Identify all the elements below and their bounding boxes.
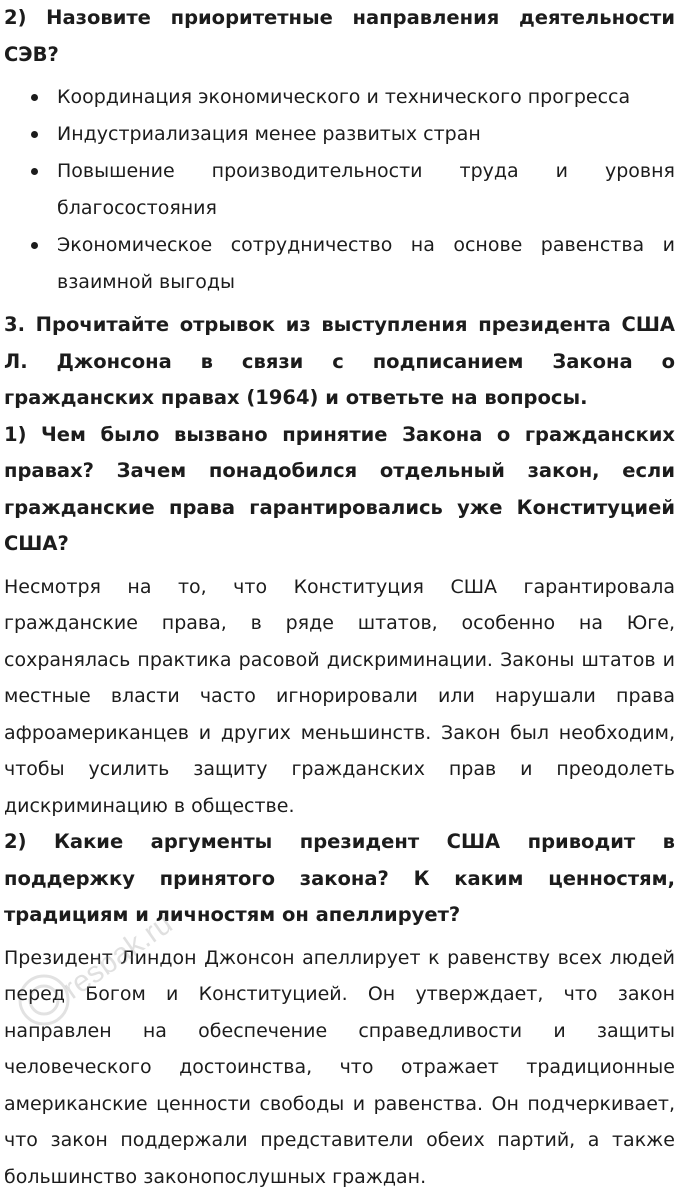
question-1: 1) Чем было вызвано принятие Закона о гражданских правах? Зачем понадобился отдельный закон, если гражданские права гарантировались уже Конституцией США? [4,417,675,563]
question-2: 2) Какие аргументы президент США приводит в поддержку принятого закона? К каким ценностям, традициям и личностям он апеллирует? [4,824,675,934]
bullet-icon [31,168,38,175]
bullet-icon [31,131,38,138]
task-3-heading: 3. Прочитайте отрывок из выступления президента США Л. Джонсона в связи с подписанием Закона о гражданских правах (1964) и ответьте на вопросы. [4,307,675,417]
bullet-icon [31,94,38,101]
list-item: Повышение производительности труда и уровня благосостояния [4,153,675,227]
watermark-text: resbak.ru [57,907,178,1006]
answer-1: Несмотря на то, что Конституция США гарантировала гражданские права, в ряде штатов, особенно на Юге, сохранялась практика расовой дискриминации. Законы штатов и местные власти часто игнорировали или нарушали права афроамериканцев и других меньшинств. Закон был необходим, чтобы усилить защиту гражданских прав и преодолеть дискриминацию в обществе. [4,569,675,825]
list-item: Индустриализация менее развитых стран [4,116,675,153]
document-page [4,0,675,1195]
question-cmea-directions: 2) Назовите приоритетные направления деятельности СЭВ? [4,0,675,73]
bullet-icon [31,242,38,249]
cmea-directions-list [4,79,675,301]
list-item: Экономическое сотрудничество на основе равенства и взаимной выгоды [4,227,675,301]
answer-2: Президент Линдон Джонсон апеллирует к равенству всех людей перед Богом и Конституцией. Он утверждает, что закон направлен на обеспечение справедливости и защиты человеческого достоинства, что отражает традиционные американские ценности свободы и равенства. Он подчеркивает, что закон поддержали представители обеих партий, а также большинство законопослушных граждан. [4,940,675,1195]
list-item: Координация экономического и технического прогресса [4,79,675,116]
